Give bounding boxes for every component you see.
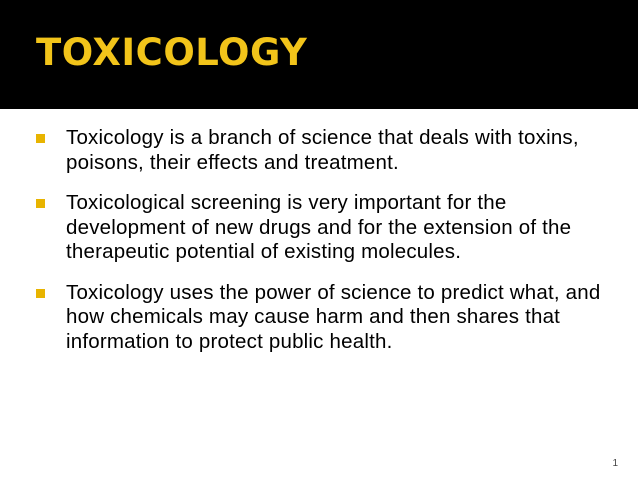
bullet-list bbox=[36, 126, 616, 370]
square-bullet-icon bbox=[36, 134, 45, 143]
square-bullet-icon bbox=[36, 199, 45, 208]
title-bar bbox=[0, 0, 638, 109]
bullet-item bbox=[36, 126, 616, 175]
square-bullet-icon bbox=[36, 289, 45, 298]
bullet-text: Toxicology uses the power of science to predict what, and how chemicals may cause harm and then shares that information to protect public health. bbox=[66, 280, 601, 353]
bullet-text: Toxicological screening is very important for the development of new drugs and for the extension of the therapeutic potential of existing molecules. bbox=[66, 191, 572, 263]
slide-title: TOXICOLOGY bbox=[36, 31, 308, 74]
bullet-text: Toxicology is a branch of science that deals with toxins, poisons, their effects and treatment. bbox=[66, 126, 579, 174]
bullet-item bbox=[36, 191, 616, 265]
bullet-item bbox=[36, 281, 616, 355]
page-number: 1 bbox=[612, 458, 618, 469]
